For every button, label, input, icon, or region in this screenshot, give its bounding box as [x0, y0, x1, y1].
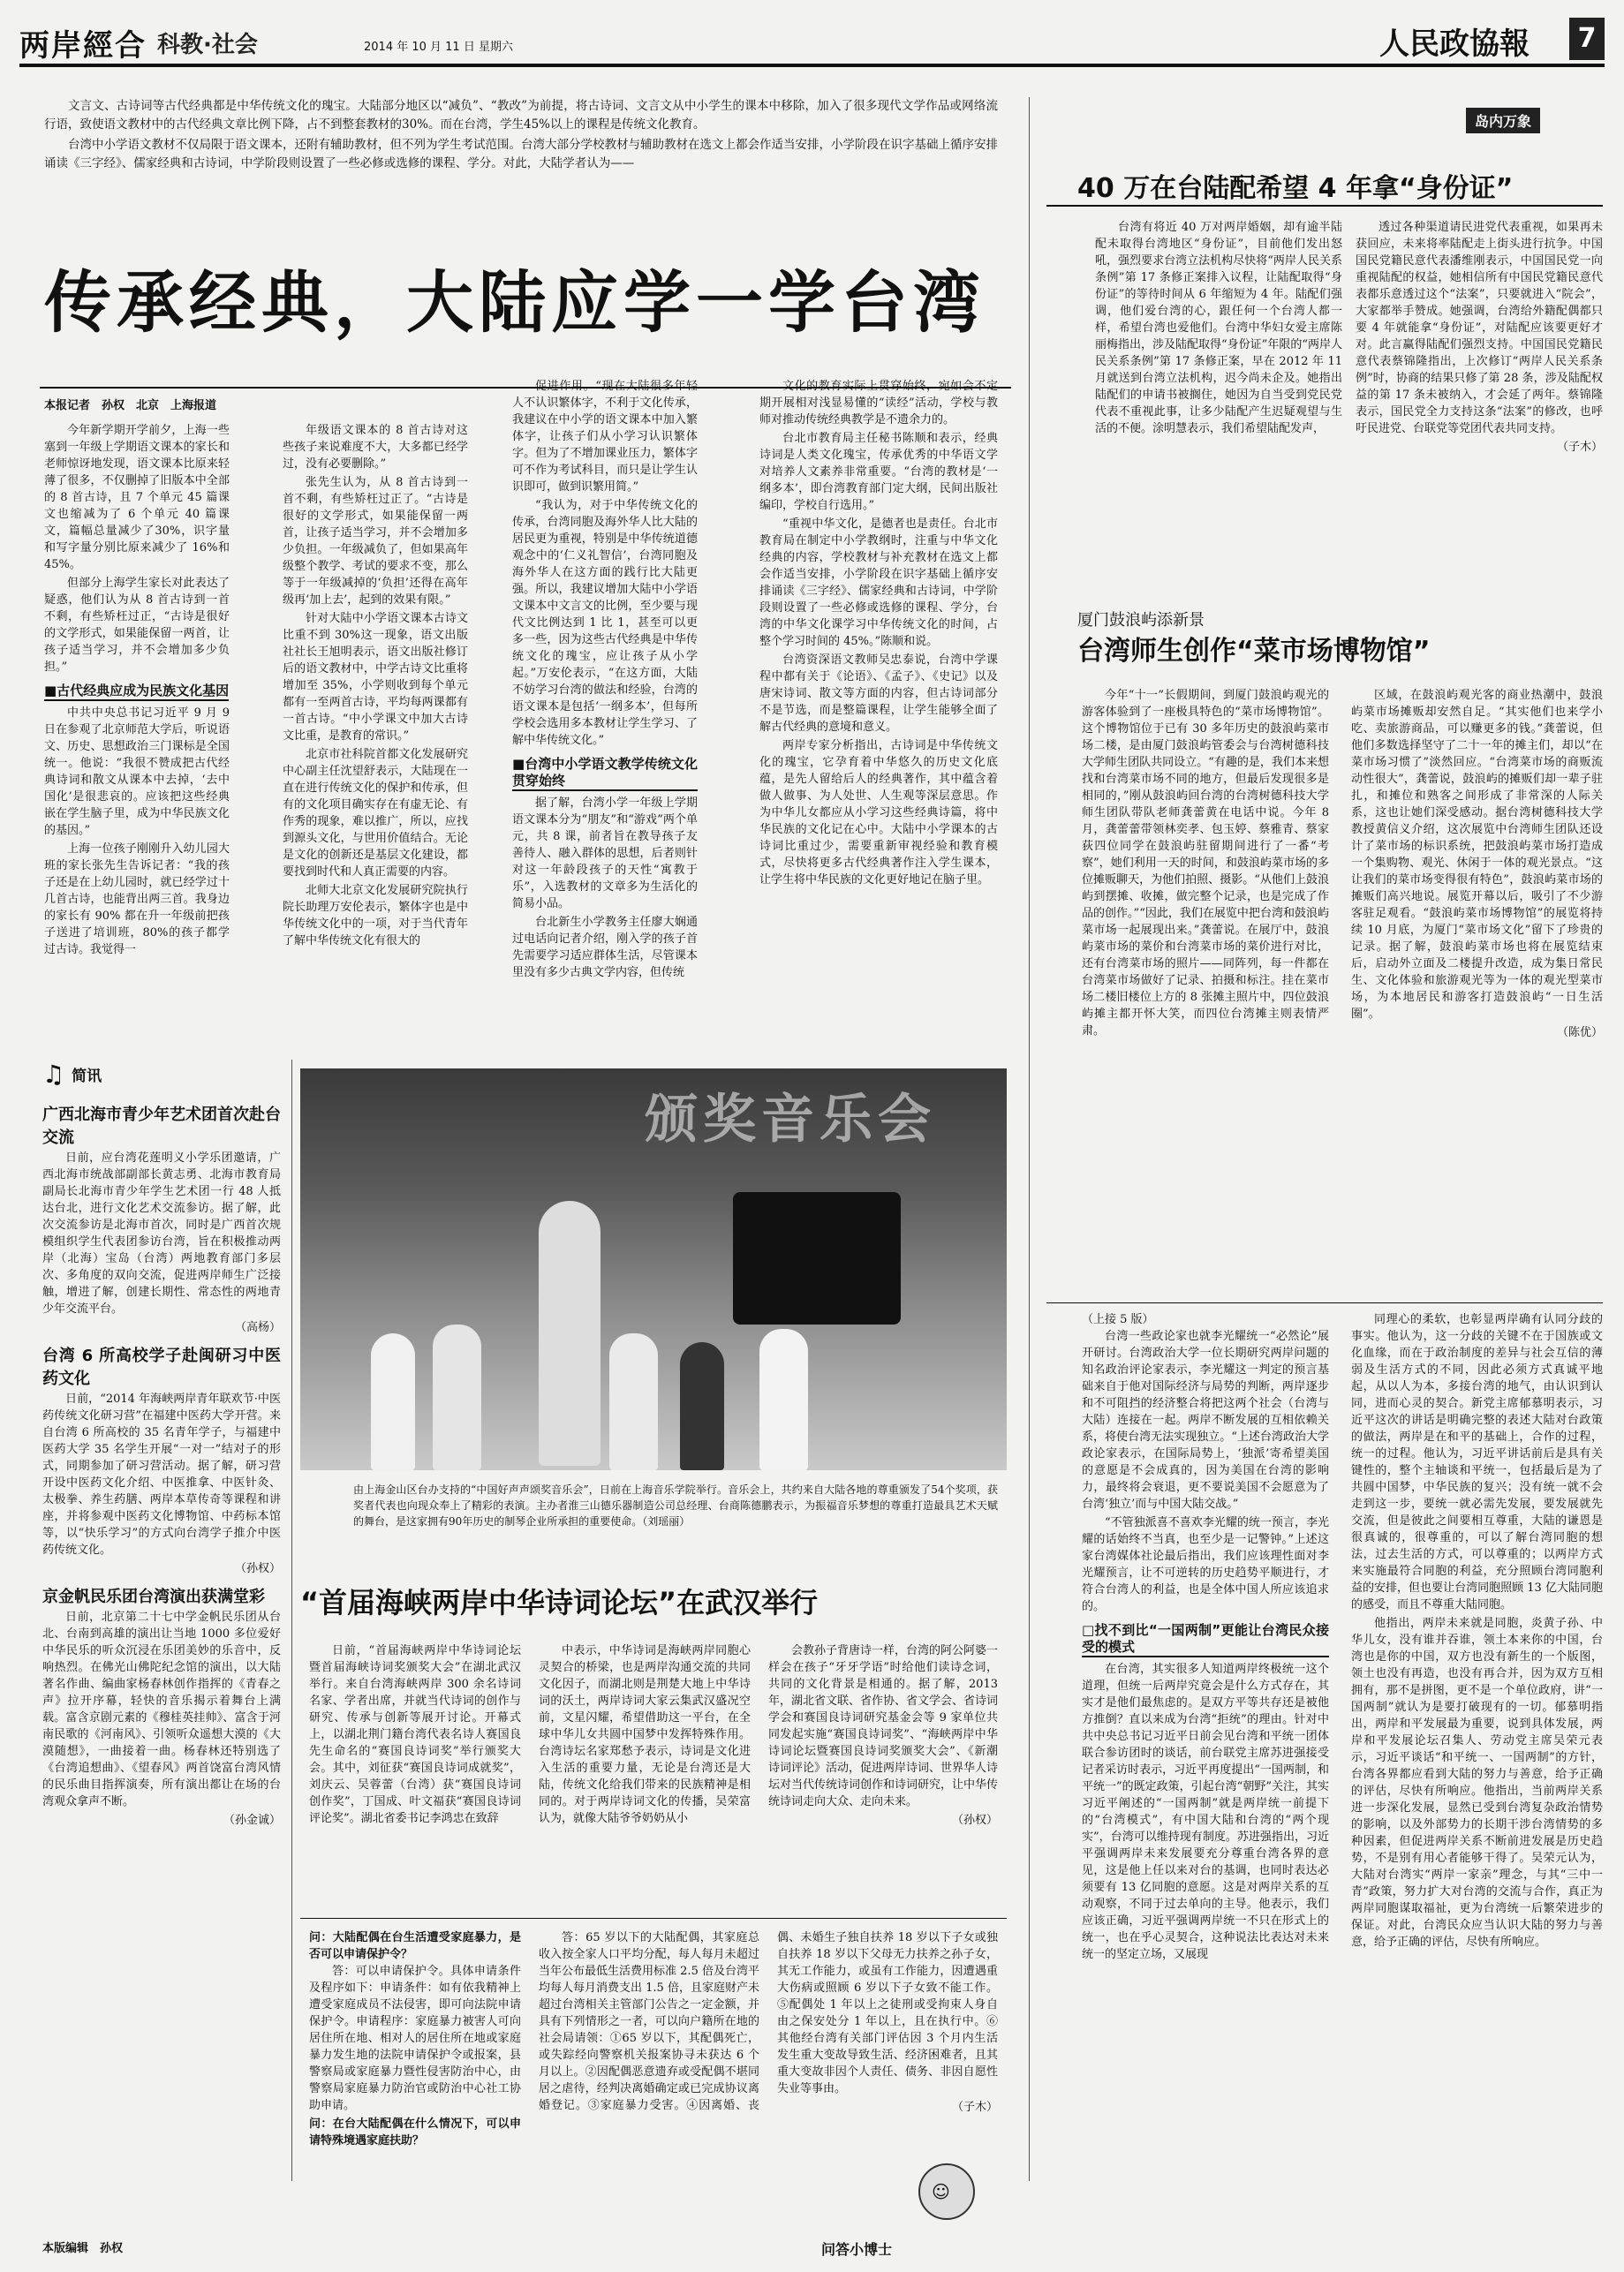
right-mid-col1 [1082, 687, 1329, 1296]
paragraph: 张先生认为，从 8 首古诗到一首不剩，有些矫枉过正了。“古诗是很好的文学形式，如果能保留一两首，让孩子适当学习，并不会增加多少负担。一年级减负了，但如果高年级整个教学、考试的要求不变，那么等于一年级减掉的‘负担’还得在高年级再‘加上去’，起到的效果有限。” [283, 476, 468, 607]
paragraph: 在台湾，其实很多人知道两岸终极统一这个道理，但统一后两岸究竟会是什么方式存在，其实才是他们最焦虑的。是双方平等共存还是被他方推倒？直以来成为台湾“拒统”的理由。针对中共中央总书记习近平日前会见台湾和平统一团体联合参访团时的谈话，前台联党主席苏进强接受记者采访时表示，习近平再度提出“一国两制，和平统一”的既定政策，引起台湾“朝野”关注，其实习近平阐述的“一国两制”就是两岸统一前提下的“台湾模式”，有中国大陆和台湾的“两个现实”，台湾可以维持现有制度。苏进强指出，习近平强调两岸未来发展要充分尊重台湾各界的意见，这是他上任以来对台的基调，也同时表达必须要有 13 亿同胞的意愿。这是对两岸关系的互动观察，不同于过去单向的主导。他表示，我们应该正确，习近平强调两岸统一不只在形式上的统一，也在乎心灵契合，这种说法比表达对未来统一的坚定立场，又展现 [1082, 1663, 1329, 1961]
qa-question-1: 问：大陆配偶在台生活遭受家庭暴力，是否可以申请保护令？ [309, 1931, 521, 1961]
child-figure [680, 1342, 724, 1470]
paragraph: 今年“十一”长假期间，到厦门鼓浪屿观光的游客体验到了一座极具特色的“菜市场博物馆”。这个博物馆位于已有 30 多年历史的鼓浪屿菜市场二楼，是由厦门鼓浪屿管委会与台湾树德科技大学师生团队共同设立。“有趣的是，我们本来想找和台湾菜市场不同的地方，但最后发现很多是相同的，”刚从鼓浪屿回台湾的台湾树德科技大学师生团队带队老师龚蕾黄在电话中说。今年 8 月，龚蕾蕾带领林奕孝、包玉婷、蔡雅青、蔡家荻四位同学在鼓浪屿驻留期间进行了一番“考察”，她们利用一天的时间，和鼓浪屿菜市场的多位摊贩聊天，为他们拍照、摄影。“从他们上鼓浪屿到摆摊、收摊，做完整个记录，也是完成了作品的创作。”“因此，我们在展览中把台湾和鼓浪屿菜市场一起展现出来。”龚蕾说。在展厅中，鼓浪屿菜市场的菜价和台湾菜市场的菜价进行对比，还有台湾菜市场的照片——同阵列，每一件都在台湾菜市场做好了记录、拍摄和标注。挂在菜市场二楼旧楼位上方的 8 张摊主照片中，四位鼓浪屿摊主都开怀大笑，而四位台湾摊主则表情严肃。 [1082, 689, 1329, 1038]
forum-headline: “首届海峡两岸中华诗词论坛”在武汉举行 [300, 1586, 819, 1619]
right-top-col2 [1356, 219, 1603, 590]
main-article-col3 [512, 378, 698, 1058]
paragraph: 年级语文课本的 8 首古诗对这些孩子来说难度不大，大多都已经学过，没有必要删除。” [283, 424, 468, 471]
paragraph: 台北新生小学教务主任廖大娴通过电话向记者介绍，刚入学的孩子首先需要学习适应群体生活，尽管课本里没有多少古典文学内容，但传统 [512, 916, 698, 979]
paragraph: 据了解，台湾小学一年级上学期语文课本分为“朋友”和“游戏”两个单元，共 8 课，前者旨在教导孩子友善待人、融入群体的思想，后者则针对这一年龄段孩子的天性“寓教于乐”，入选教材的文章多为生活化的简易小品。 [512, 796, 698, 910]
subheading-1: ■古代经典应成为民族文化基因 [44, 683, 229, 701]
qa-author: （子木） [951, 2101, 998, 2114]
paragraph: 区域，在鼓浪屿观光客的商业热潮中，鼓浪屿菜市场摊贩却安然自足。“其实他们也来学小吃、卖旅游商品，可以赚更多的钱。”龚蕾说，但他们多数选择坚守了二十一年的摊主们，却以“在菜市场习惯了”淡然回应。“台湾菜市场的商贩流动性很大”，龚蕾说，鼓浪屿的摊贩们却一辈子驻扎，和摊位和熟客之间形成了非常深的人际关系，这也让她们深受感动。据台湾树德科技大学教授黄信义介绍，这次展览中台湾师生团队还设计了菜市场的标识系统，把鼓浪屿菜市场打造成一个集购物、观光、休闲于一体的观光景点。“这让我们的菜市场变得很有特色”，鼓浪屿菜市场的摊贩们高兴地说。展览开幕以后，吸引了不少游客驻足观看。“鼓浪屿菜市场博物馆”的展览将持续 10 月底，为厦门“菜市场文化”留下了珍贵的记录。据了解，鼓浪屿菜市场也将在展览结束后，启动外立面及二楼提升改造，成为集日常民生、文化体验和旅游观光等为一体的观光型菜市场，为本地居民和游客打造鼓浪屿“一日生活圈”。 [1351, 689, 1603, 1021]
piano-shape [733, 1192, 901, 1325]
forum-col2 [539, 1642, 751, 1907]
page-header [19, 18, 1605, 67]
paragraph: “重视中华文化，是德者也是责任。台北市教育局在制定中小学教纲时，注重与中华文化经典的内容，学校教材与补充教材在选文上都会作适当安排，小学阶段在识字基础上循序安排诵读《三字经》、儒家经典和古诗词，中学阶段则设置了一些必修或选修的课程、学分，台湾的中华文化课学习中华传统文化的时间，占整个学习时间的 45%。”陈顺和说。 [759, 517, 998, 648]
brief-body: 日前，北京第二十七中学金帆民乐团从台北、台南到高雄的演出让当地 1000 多位爱好中华民乐的听众沉浸在乐团美妙的乐音中，反响热烈。在佛光山佛陀纪念馆的演出，以大陆著名作曲、编曲家杨春林创作指挥的《青春之声》拉开序幕，轻快的音乐揭示着舞台上满载。富含京剧元素的《穆桂英挂帅》、富含于河南民歌的《河南风》、引领听众遥想大漠的《大漠随想》，一曲接着一曲。杨春林还特别选了《台湾追想曲》、《望春风》两首饶富台湾风情的民乐曲目指挥演奏，所有演出都让在场的台湾观众拿声不断。 [42, 1611, 281, 1808]
intro-p2: 台湾中小学语文教材不仅局限于语文课本，还附有辅助教材，但不列为学生考试范围。台湾大部分学校教材与辅助教材在选文上都会作适当安排，小学阶段在识字基础上循序安排诵读《三字经》、儒家经典和古诗词，中学阶段则设置了一些必修或选修的课程、学分。对此，大陆学者认为—— [44, 138, 998, 170]
paragraph: 会教孙子背唐诗一样，台湾的阿公阿婆一样会在孩子“牙牙学语”时给他们读诗念词，共同的文化背景是相通的。据了解，2013年，湖北省文联、省作协、省文学会、省诗词学会和赛国良诗词研究基金会等 9 家单位共同发起实施“赛国良诗词奖”、“海峡两岸中华诗词论坛暨赛国良诗词奖颁奖大会”、《新潮诗词评论》活动，促进两岸诗词、世界华人诗坛对当代传统诗词创作和诗词研究，让中华传统诗词走向大众、走向未来。 [768, 1644, 998, 1808]
concert-photo [300, 1068, 1007, 1470]
right-bottom-col1 [1082, 1311, 1329, 2256]
briefs-section [42, 1060, 290, 1089]
right-top-headline: 40 万在台陆配希望 4 年拿“身份证” [1077, 173, 1514, 204]
right-mid-author: （陈优） [1556, 1026, 1603, 1039]
issue-date: 2014 年 10 月 11 日 星期六 [364, 41, 513, 54]
mascot-icon: ☺ [901, 2163, 989, 2252]
right-top-col1 [1095, 219, 1342, 590]
qa-answer-1: 答：可以申请保护令。具体申请条件及程序如下：申请条件：如有依我精神上遭受家庭成员不法侵害，即可向法院申请保护令。申请程序：家庭暴力被害人可向居住所在地、相对人的居住所在地或家庭暴力发生地的法院申请保护令或报案，县警察局或家庭暴力暨性侵害防治中心，由警察局家庭暴力防治官或防治中心社工协助申请。 [309, 1965, 521, 2112]
brief-author: （高杨） [234, 1321, 281, 1334]
paragraph: 同理心的柔软，也彰显两岸确有认同分歧的事实。他认为，这一分歧的关键不在于国族或文化血缘，而在于政治制度的差异与社会互信的薄弱及生活方式的不同，因此必须方式真诚平地起，从以人为本，多接台湾的地气，由认识到认同，进而心灵的契合。新党主席郁慕明表示，习近平这次的讲话是明确完整的表述大陆对台政策的做法，两岸是在和平的基础上，合作的过程，统一的过程。他认为，习近平讲话前后是具有关键性的，整个主轴谈和平统一，包括最后是为了共圆中国梦，中华民族的复兴；没有统一就不会走到这一步，要统一就必需先发展，要发展就先交流，但是彼此之间要相互尊重，大陆的谦恩是很真诚的，很尊重的，可以了解台湾同胞的想法，过去生活的方式，可以尊重的；以两岸方式来实施最符合同胞的利益，充分照顾台湾同胞利益的安排，但也要让台湾同胞照顾 13 亿大陆同胞的感受，而且不尊重大陆同胞。 [1351, 1313, 1603, 1612]
brief-body: 日前，“2014 年海峡两岸青年联欢节·中医药传统文化研习营”在福建中医药大学开营。来自台湾 6 所高校的 35 名青年学子，与福建中医药大学 35 名学生开展“一对一”结对子的形式，同期参加了研习营活动。据了解，研习营开设中医药文化介绍、中医推拿、中医针灸、太极拳、养生药膳、两岸本草传奇等课程和讲座，并将参观中医药文化博物馆、中药标本馆等，以“快乐学习”的方式向台湾学子推介中医药传统文化。 [42, 1393, 281, 1557]
brief-title: 京金帆民乐团台湾演出获满堂彩 [42, 1588, 265, 1606]
gramophone-icon: ♫ [42, 1060, 65, 1089]
child-figure [433, 1325, 481, 1470]
brief-title: 广西北海市青少年艺术团首次赴台交流 [42, 1106, 281, 1147]
teacher-figure [539, 1201, 601, 1466]
brief-title: 台湾 6 所高校学子赴闽研习中医药文化 [42, 1347, 281, 1388]
briefs-column [42, 1104, 281, 2208]
continued-note: （上接 5 版） [1082, 1313, 1154, 1326]
page-number: 7 [1569, 18, 1605, 60]
right-mid-col2 [1351, 687, 1603, 1296]
mascot-label: 问答小博士 [821, 2241, 893, 2258]
paragraph: 两岸专家分析指出，古诗词是中华传统文化的瑰宝，它孕育着中华悠久的历史文化底蕴，是先人留给后人的经典著作，其中蕴含着做人做事、为人处世、人生观等深层意思。作为中华儿女都应从小学习这些经典诗篇，将中华民族的文化记在心中。大陆中小学课本的古诗词比重过少，需要重新审视经验和教育模式，尽快将更多古代经典著作注入学生课本，让学生将中华民族的文化更好地记在脑子里。 [759, 739, 998, 887]
brief-body: 日前，应台湾花莲明义小学乐团邀请，广西北海市统战部副部长黄志勇、北海市教育局副局长北海市青少年学生艺术团一行 48 人抵达台北，进行文化艺术交流参访。据了解，此次交流参访是北海市首次，同时是广西首次规模组织学生代表团参访台湾，旨在积极推动两岸（北海）宝岛（台湾）两地教育部门多层次、多角度的双向交流，促进两岸师生广泛接触，增进了解，创建长期性、常态性的两地青少年交流平台。 [42, 1151, 281, 1316]
main-article-col1 [44, 422, 230, 1058]
paragraph: 日前，“首届海峡两岸中华诗词论坛暨首届海峡诗词奖颁奖大会”在湖北武汉举行。来自台湾海峡两岸 300 余名诗词名家、学者出席，并就当代诗词的创作与研究、传承与创新等展开讨论。开幕式上，以湖北荆门籍台湾代表名诗人赛国良先生命名的“赛国良诗词奖”举行颁奖大会。其中，刘征获“赛国良诗词成就奖”，刘庆云、吴蓉蕾（台湾）获“赛国良诗词创作奖”，丁国成、叶文福获“赛国良诗词评论奖”。湖北省委书记李鸿忠在致辞 [309, 1644, 521, 1825]
photo-caption: 由上海金山区台办支持的“中国好声声颂奖音乐会”，日前在上海音乐学院举行。音乐会上，共约来自大陆各地的尊重颁发了54个奖项，获奖者代表也向现众奉上了精彩的表演。主办者淮三山德乐器制造公司总经理、台商陈德鹏表示，为振福音乐梦想的尊重打造最具艺术天赋的舞台，是这家拥有90年历史的制琴企业所承担的重要使命。（刘瑶丽） [353, 1483, 998, 1528]
main-headline: 传承经典，大陆应学一学台湾 [44, 263, 986, 342]
subheading-3: □找不到比“一国两制”更能让台湾民众接受的模式 [1082, 1622, 1329, 1657]
intro-p1: 文言文、古诗词等古代经典都是中华传统文化的瑰宝。大陆部分地区以“减负”、“教改”为前提，将古诗词、文言文从中小学生的课本中移除，加入了很多现代文学作品或网络流行语，致使语文教材中的古代经典文章比例下降，占不到整套教材的30%。而在台湾，学生45%以上的课程是传统文化教育。 [44, 99, 998, 132]
brief-author: （孙金诚） [223, 1814, 281, 1827]
paragraph: 他指出，两岸未来就是同胞，炎黄子孙、中华儿女，没有谁并吞谁，领土本来你的中国，台湾也是你的中国，双方也没有新生的一个版图，领土也没有再造，也没有再合并，因为双方互相拥有，那不是拼图，更不是一个单位政府，讲“一国两制”就认为是要打破现有的一切。郁慕明指出，两岸和平发展最为重要，说到具体发展，两岸和平发展论坛召集人、劳动党主席吴荣元表示，习近平谈话“和平统一、一国两制”的方针，台湾各界都应看到大陆的努力与善意，给予正确的评估，尽快有所响应。他指出，当前两岸关系进一步深化发展，显然已受到台湾复杂政治情势的影响，以及外部势力的长期干涉台湾情势的多种因素，但促进两岸关系不断前进发展是历史趋势，不是别有用心者能够干得了。吴荣元认为，大陆对台湾实“两岸一家亲”理念，与其“三中一青”政策，努力扩大对台湾的交流与合作，真正为两岸同胞谋取福祉，更为台湾统一后繁荣进步的保证。对此，台湾民众应当认识大陆的努力与善意，给予正确的评估，尽快有所响应。 [1351, 1617, 1603, 1949]
byline: 本报记者 孙权 北京 上海报道 [44, 399, 217, 412]
main-article-col2 [283, 422, 468, 1058]
qa-question-2: 问：在台大陆配偶在什么情况下，可以申请特殊境遇家庭扶助？ [309, 2117, 521, 2147]
right-top-author: （子木） [1556, 441, 1603, 454]
child-figure [759, 1329, 808, 1470]
forum-author: （孙权） [951, 1814, 998, 1827]
paragraph: 但部分上海学生家长对此表达了疑惑，他们认为从 8 首古诗到一首不剩，有些矫枉过正，“古诗是很好的文学形式，如果能保留一两首，让孩子适当学习，并不会增加多少负担。” [44, 577, 230, 674]
child-figure [609, 1333, 658, 1470]
right-mid-kicker: 厦门鼓浪屿添新景 [1077, 611, 1205, 630]
paragraph: 今年新学期开学前夕，上海一些塞到一年级上学期语文课本的家长和老师惊讶地发现，语文课本比原来轻薄了很多，不仅删掉了旧版本中全部的 8 首古诗，且 7 个单元 45 篇课文也缩减为了 6 个单元 40 篇课文，篇幅总量减少了30%，识字量和写字量分别比原来减少了 16%和45%。 [44, 424, 230, 571]
paragraph: 针对大陆中小学语文课本古诗文比重不到 30%这一现象，语文出版社社长王旭明表示，语文出版社修订后的语文教材中，中学古诗文比重将增加至 35%，小学则收到每个单元都有一至两首古诗，平均每两课都有一首古诗。“中小学课文中加大古诗文比重，是教育的常识。” [283, 612, 468, 743]
paragraph: 台湾有将近 40 万对两岸婚姻，却有逾半陆配未取得台湾地区“身份证”，目前他们发出怒吼，强烈要求台湾立法机构尽快将“两岸人民关系条例”第 17 条修正案排入议程，让陆配取得“身份证”的等待时间从 6 年缩短为 4 年。陆配们强调，他们爱台湾的心，跟任何一个台湾人都一样，希望台湾也爱他们。台湾中华妇女爱主席陈丽梅指出，涉及陆配取得“身份证”年限的“两岸人民关系条例”第 17 条修正案，早在 2012 年 11 月就送到台湾立法机构，迟今尚未企及。她指出陆配们的申请书被搁住，她因为自当受到党民党代表不重视此事，让多少陆配产生迟疑观望与生活的不便。涂明慧表示，我们希望陆配发声， [1095, 221, 1342, 435]
paragraph: “不管独派喜不喜欢李光耀的统一预言，李光耀的话始终不当真，也至少是一记警钟。”上述这家台湾媒体社论最后指出，我们应该理性面对李光耀预言，让不可逆转的历史趋势平顺进行，才符合台湾人的利益，也是全体中国人所应该追求的。 [1082, 1516, 1329, 1613]
paragraph: 文化的教育实际上贯穿始终，宛如会不定期开展相对浅显易懂的“读经”活动，学校与教师对推动传统经典教学是不遗余力的。 [759, 380, 998, 426]
section-tag: 岛内万象 [1466, 108, 1540, 133]
qa-col1 [309, 1929, 521, 2265]
child-figure [371, 1333, 415, 1470]
briefs-tag: 简讯 [72, 1068, 102, 1085]
brief-author: （孙权） [234, 1562, 281, 1575]
subsection-title: 科教·社会 [157, 32, 258, 58]
photo-banner-text: 颁奖音乐会 [645, 1089, 936, 1151]
right-mid-headline: 台湾师生创作“菜市场博物馆” [1077, 636, 1431, 667]
paragraph: 上海一位孩子刚刚升入幼儿园大班的家长张先生告诉记者：“我的孩子还是在上幼儿园时，就已经学过十几首古诗，也能背出两三首。我身边的家长有 90% 都在升一年级前把孩子送进了培训班，80%的孩子都学过古诗。我觉得一 [44, 842, 230, 956]
forum-col3 [768, 1642, 998, 1907]
forum-col1 [309, 1642, 521, 1907]
paragraph: 北师大北京文化发展研究院执行院长助理万安伦表示，繁体字也是中华传统文化中的一项，对于当代青年了解中华传统文化有很大的 [283, 884, 468, 947]
main-article-col4 [759, 378, 998, 1058]
paragraph: 透过各种渠道请民进党代表重视，如果再未获回应，未来将率陆配走上街头进行抗争。中国国民党籍民意代表潘维刚表示，中国国民党一向重视陆配的权益，她相信所有中国民党籍民意代表都乐意透过这个“法案”，只要就进入“院会”，大家都举手赞成。她强调，台湾给外籍配偶都只要 4 年就能拿“身份证”，对陆配应该要更好才对。此言赢得陆配们强烈支持。中国国民党籍民意代表蔡锦隆指出，上次修订“两岸人民关系条例”时，协商的结果只修了第 28 条，涉及陆配权益的第 17 条未被纳入，才会延了两年。蔡锦隆表示，国民党全力支持这条“法案”的修改，也呼吁民进党、台联党等党团代表共同支持。 [1356, 221, 1603, 435]
paragraph: 中共中央总书记习近平 9 月 9 日在参观了北京师范大学后，听说语文、历史、思想政治三门课标是全国统一。他说：“我很不赞成把古代经典诗词和散文从课本中去掉，‘去中国化’是很悲哀的。应该把这些经典嵌在学生脑子里，成为中华民族文化的基因。” [44, 706, 230, 837]
paragraph: 促进作用。“现在大陆很多年轻人不认识繁体字，不利于文化传承，我建议在中小学的语文课本中加入繁体字，让孩子们从小学习认识繁体字。但为了不增加课业压力，繁体字可不作为考试科目，而只是让学生认识即可，做到识繁用简。” [512, 380, 698, 494]
right-bottom-col2 [1351, 1311, 1603, 2256]
newspaper-logo: 人民政協報 [1379, 26, 1530, 62]
qa-answer-2: 答：65 岁以下的大陆配偶，其家庭总收入按全家人口平均分配，每人每月未超过当年公布最低生活费用标准 2.5 倍及台湾平均每人每月消费支出 1.5 倍，且家庭财产未超过台湾相关主管部门公告之一定金额，并具有下列情形之一者，可以向户籍所在地的社会局请领：①65 岁以下，其配偶死亡，或失踪经向警察机关报案协寻未获达 6 个月以上。②因配偶恶意遗弃或受配偶不堪同居之虐待，经判决离婚确定或已完成协议离婚登记。③家庭暴力受害。④因离婚、丧偶、未婚生子独自扶养 18 岁以下子女或独自扶养 18 岁以下父母无力扶养之孙子女，其无工作能力，或虽有工作能力，因遭遇重大伤病或照顾 6 岁以下子女致不能工作。⑤配偶处 1 年以上之徒刑或受拘束人身自由之保安处分 1 年以上，且在执行中。⑥其他经台湾有关部门评估因 3 个月内生活发生重大变故导致生活、经济困难者，且其重大变故非因个人责任、债务、非因自愿性失业等事由。 [539, 1931, 998, 2112]
page-editor: 本版编辑 孙权 [42, 2242, 124, 2255]
briefs-header [42, 1060, 290, 1089]
paragraph: 台北市教育局主任秘书陈顺和表示，经典诗词是人类文化瑰宝，传承优秀的中华语文学对培养人文素养非常重要。“台湾的教材是‘一纲多本’，即台湾教育部门定大纲，民间出版社编印，学校自行选用。” [759, 432, 998, 512]
intro-text [44, 97, 998, 175]
paragraph: 中表示，中华诗词是海峡两岸同胞心灵契合的桥梁，也是两岸沟通交流的共同文化因子，而湖北则是荆楚大地上中华诗词的沃土，两岸诗词大家云集武汉盛况空前，文星闪耀，希望借助这一平台，在全球中华儿女共圆中国梦中发挥特殊作用。台湾诗坛名家郑愁予表示，诗词是文化进入生活的重要力量，无论是台湾还是大陆，传统文化给我们带来的民族精神是相同的。对于两岸诗词文化的传播，吴荣富认为，就像大陆爷爷奶奶从小 [539, 1644, 751, 1825]
section-title: 两岸經合 [19, 28, 147, 64]
subheading-2: ■台湾中小学语文教学传统文化贯穿始终 [512, 756, 698, 791]
paragraph: 台湾一些政论家也就李光耀统一“必然论”展开研讨。台湾政治大学一位长期研究两岸问题的知名政治评论家表示，李光耀这一判定的预言基础来自于他对国际经济与局势的判断，两岸逐步和不可阻挡的经济整合将把这两个社会（台湾与大陆）连接在一起。两岸不断发展的互相依赖关系，将使台湾无法实现独立。“上述台湾政治大学政论家表示，在国际局势上，‘独派’寄希望美国的意愿是不会成真的，因为美国在台湾的影响力，最终将会衰退，更不要说美国不会愿意为了台湾‘独立’而与中国大陆交战。” [1082, 1330, 1329, 1511]
paragraph: 台湾资深语文教师吴忠泰说，台湾中学课程中都有关于《论语》、《孟子》、《史记》以及唐宋诗词、散文等方面的内容，但古诗词部分不是节选，而是整篇课程，让学生能够全面了解古代经典的意境和意义。 [759, 653, 998, 734]
paragraph: 北京市社科院首都文化发展研究中心副主任沈望舒表示，大陆现在一直在进行传统文化的保护和传承，但有的文化项目确实存在有虚无论、有作秀的现象，难以推广，所以，应找到源头文化，与世用价值结合。无论是文化的创新还是基层文化建设，都要找到时代和人真正需要的内容。 [283, 748, 468, 879]
paragraph: “我认为，对于中华传统文化的传承，台湾同胞及海外华人比大陆的居民更为重视，特别是中华传统道德观念中的‘仁义礼智信’，台湾同胞及海外华人在这方面的践行比大陆更强。所以，我建议增加大陆中小学语文课本中文言文的比例，至少要与现代文比例达到 1 比 1，甚至可以更多一些，因为这些古代经典是中华传统文化的瑰宝，应让孩子从小学起。”万安伦表示，“在这方面，大陆不妨学习台湾的做法和经验，台湾的语文课本是包括‘一纲多本’，但每所学校会选用多本教材让学生学习、了解中华传统文化。” [512, 499, 698, 747]
